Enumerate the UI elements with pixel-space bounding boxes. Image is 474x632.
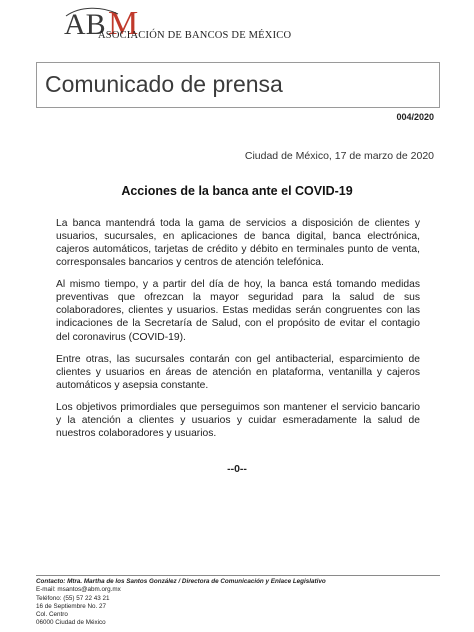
paragraph: Entre otras, las sucursales contarán con gel antibacterial, esparcimiento de clientes y usuarios en áreas de atención en plataforma, ventanilla y cajeros automáticos y asepsia constante.: [56, 353, 420, 391]
page-title: Comunicado de prensa: [45, 71, 283, 97]
email-line: E-mail: msantos@abm.org.mx: [36, 586, 121, 594]
letterhead: [62, 4, 362, 56]
paragraph: Al mismo tiempo, y a partir del día de hoy, la banca está tomando medidas preventivas que ofrezcan la mayor seguridad para la salud de sus colaboradores, clientes y usuarios. Estas medidas serán congruentes con las indicaciones de la Secretaría de Salud, con el propósito de evitar el contagio del coronavirus (COVID-19).: [56, 279, 420, 343]
date-line: Ciudad de México, 17 de marzo de 2020: [244, 150, 434, 162]
address-line: Col. Centro: [36, 611, 68, 619]
reference-number: 004/2020: [396, 112, 434, 122]
body-text: [56, 208, 420, 440]
footer-contact: [36, 578, 446, 628]
contact-line: Contacto: Mtra. Martha de los Santos González / Directora de Comunicación y Enlace Legislativo: [36, 578, 326, 585]
paragraph: La banca mantendrá toda la gama de servicios a disposición de clientes y usuarios, sucursales, en aplicaciones de banca digital, banca electrónica, cajeros automáticos, tarjetas de crédito y débito en terminales punto de venta, corresponsales bancarios y centros de atención telefónica.: [56, 218, 420, 269]
paragraph: Los objetivos primordiales que perseguimos son mantener el servicio bancario y la atención a clientes y usuarios y cuidar esmeradamente la salud de nuestros colaboradores y usuarios.: [56, 401, 420, 439]
logo-letter-m: M: [108, 5, 139, 42]
headline: Acciones de la banca ante el COVID-19: [121, 184, 353, 198]
address-line: 06000 Ciudad de México: [36, 619, 106, 627]
footer-divider: [36, 575, 440, 576]
organization-name: ASOCIACIÓN DE BANCOS DE MÉXICO: [98, 30, 292, 41]
press-release-banner: [36, 62, 440, 108]
address-line: 16 de Septiembre No. 27: [36, 602, 107, 610]
end-mark: --0--: [227, 463, 247, 475]
logo-letters-ab: AB: [64, 8, 106, 41]
phone-line: Teléfono: (55) 57 22 43 21: [36, 594, 110, 602]
